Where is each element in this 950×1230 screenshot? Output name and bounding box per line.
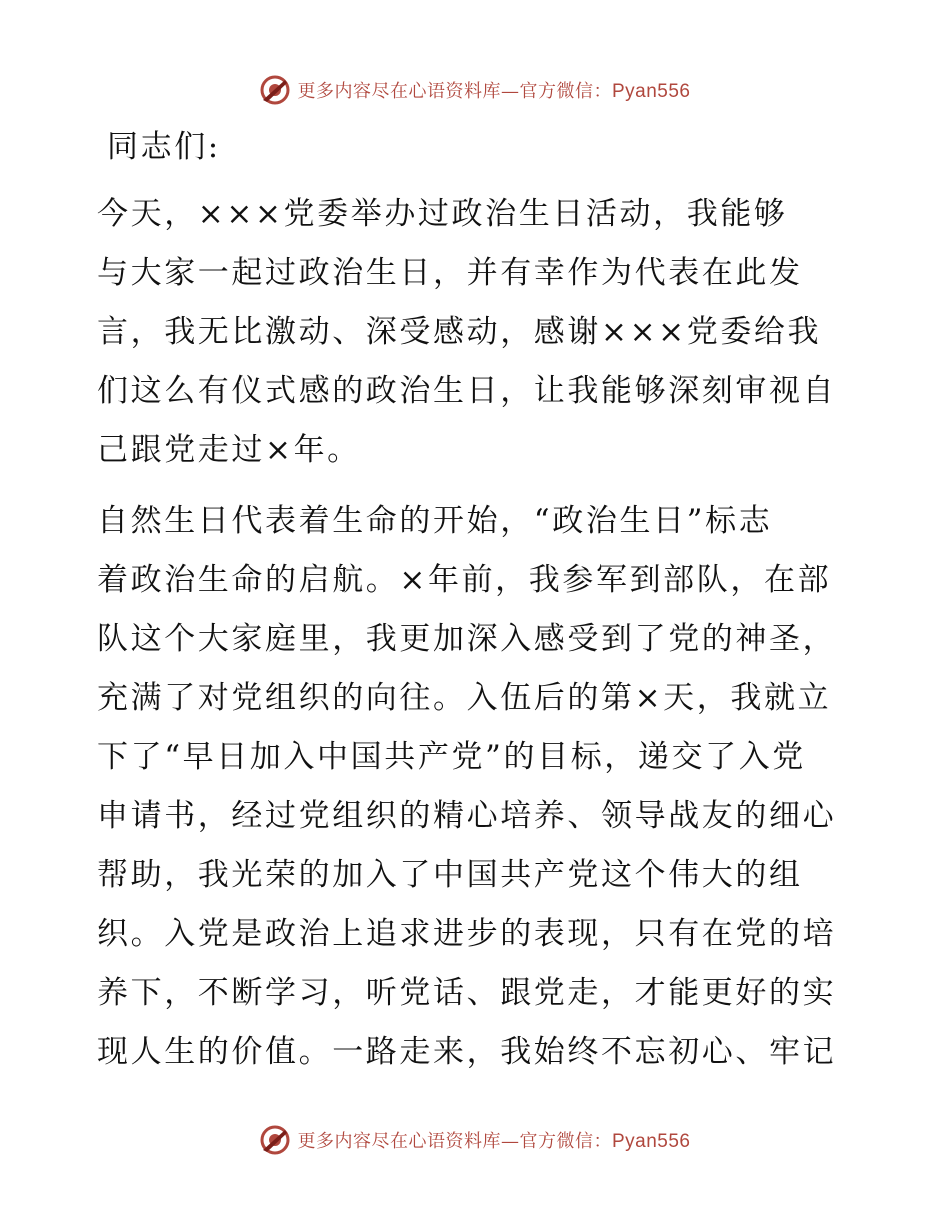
seal-logo-icon bbox=[259, 74, 291, 106]
paragraph-2: 自然生日代表着生命的开始，“政治生日”标志 着政治生命的启航。×年前，我参军到部队，在部 队这个大家庭里，我更加深入感受到了党的神圣， 充满了对党组织的向往。入伍后的第×天，我就立 下了“早日加入中国共产党”的目标，递交了入党 申请书，经过党组织的精心培养、领导战友的细心 帮助，我光荣的加入了中国共产党这个伟大的组 织。入党是政治上追求进步的表现，只有在党的培 养下，不断学习，听党话、跟党走，才能更好的实 现人生的价值。一路走来，我始终不忘初心、牢记 bbox=[97, 503, 837, 1070]
footer-banner-text: 更多内容尽在心语资料库—官方微信：Pyan556 bbox=[297, 1131, 691, 1152]
greeting: 同志们: bbox=[107, 129, 221, 165]
header-banner-text: 更多内容尽在心语资料库—官方微信：Pyan556 bbox=[297, 81, 691, 102]
seal-logo-icon bbox=[259, 1124, 291, 1156]
document-body bbox=[97, 118, 857, 1082]
paragraph-1: 今天，×××党委举办过政治生日活动，我能够 与大家一起过政治生日，并有幸作为代表在此发 言，我无比激动、深受感动，感谢×××党委给我 们这么有仪式感的政治生日，让我能够深刻审视自 己跟党走过×年。 bbox=[97, 196, 837, 468]
header-account: Pyan556 bbox=[611, 81, 691, 102]
footer-account: Pyan556 bbox=[611, 1131, 691, 1152]
header-banner bbox=[0, 70, 950, 110]
footer-banner bbox=[0, 1120, 950, 1160]
